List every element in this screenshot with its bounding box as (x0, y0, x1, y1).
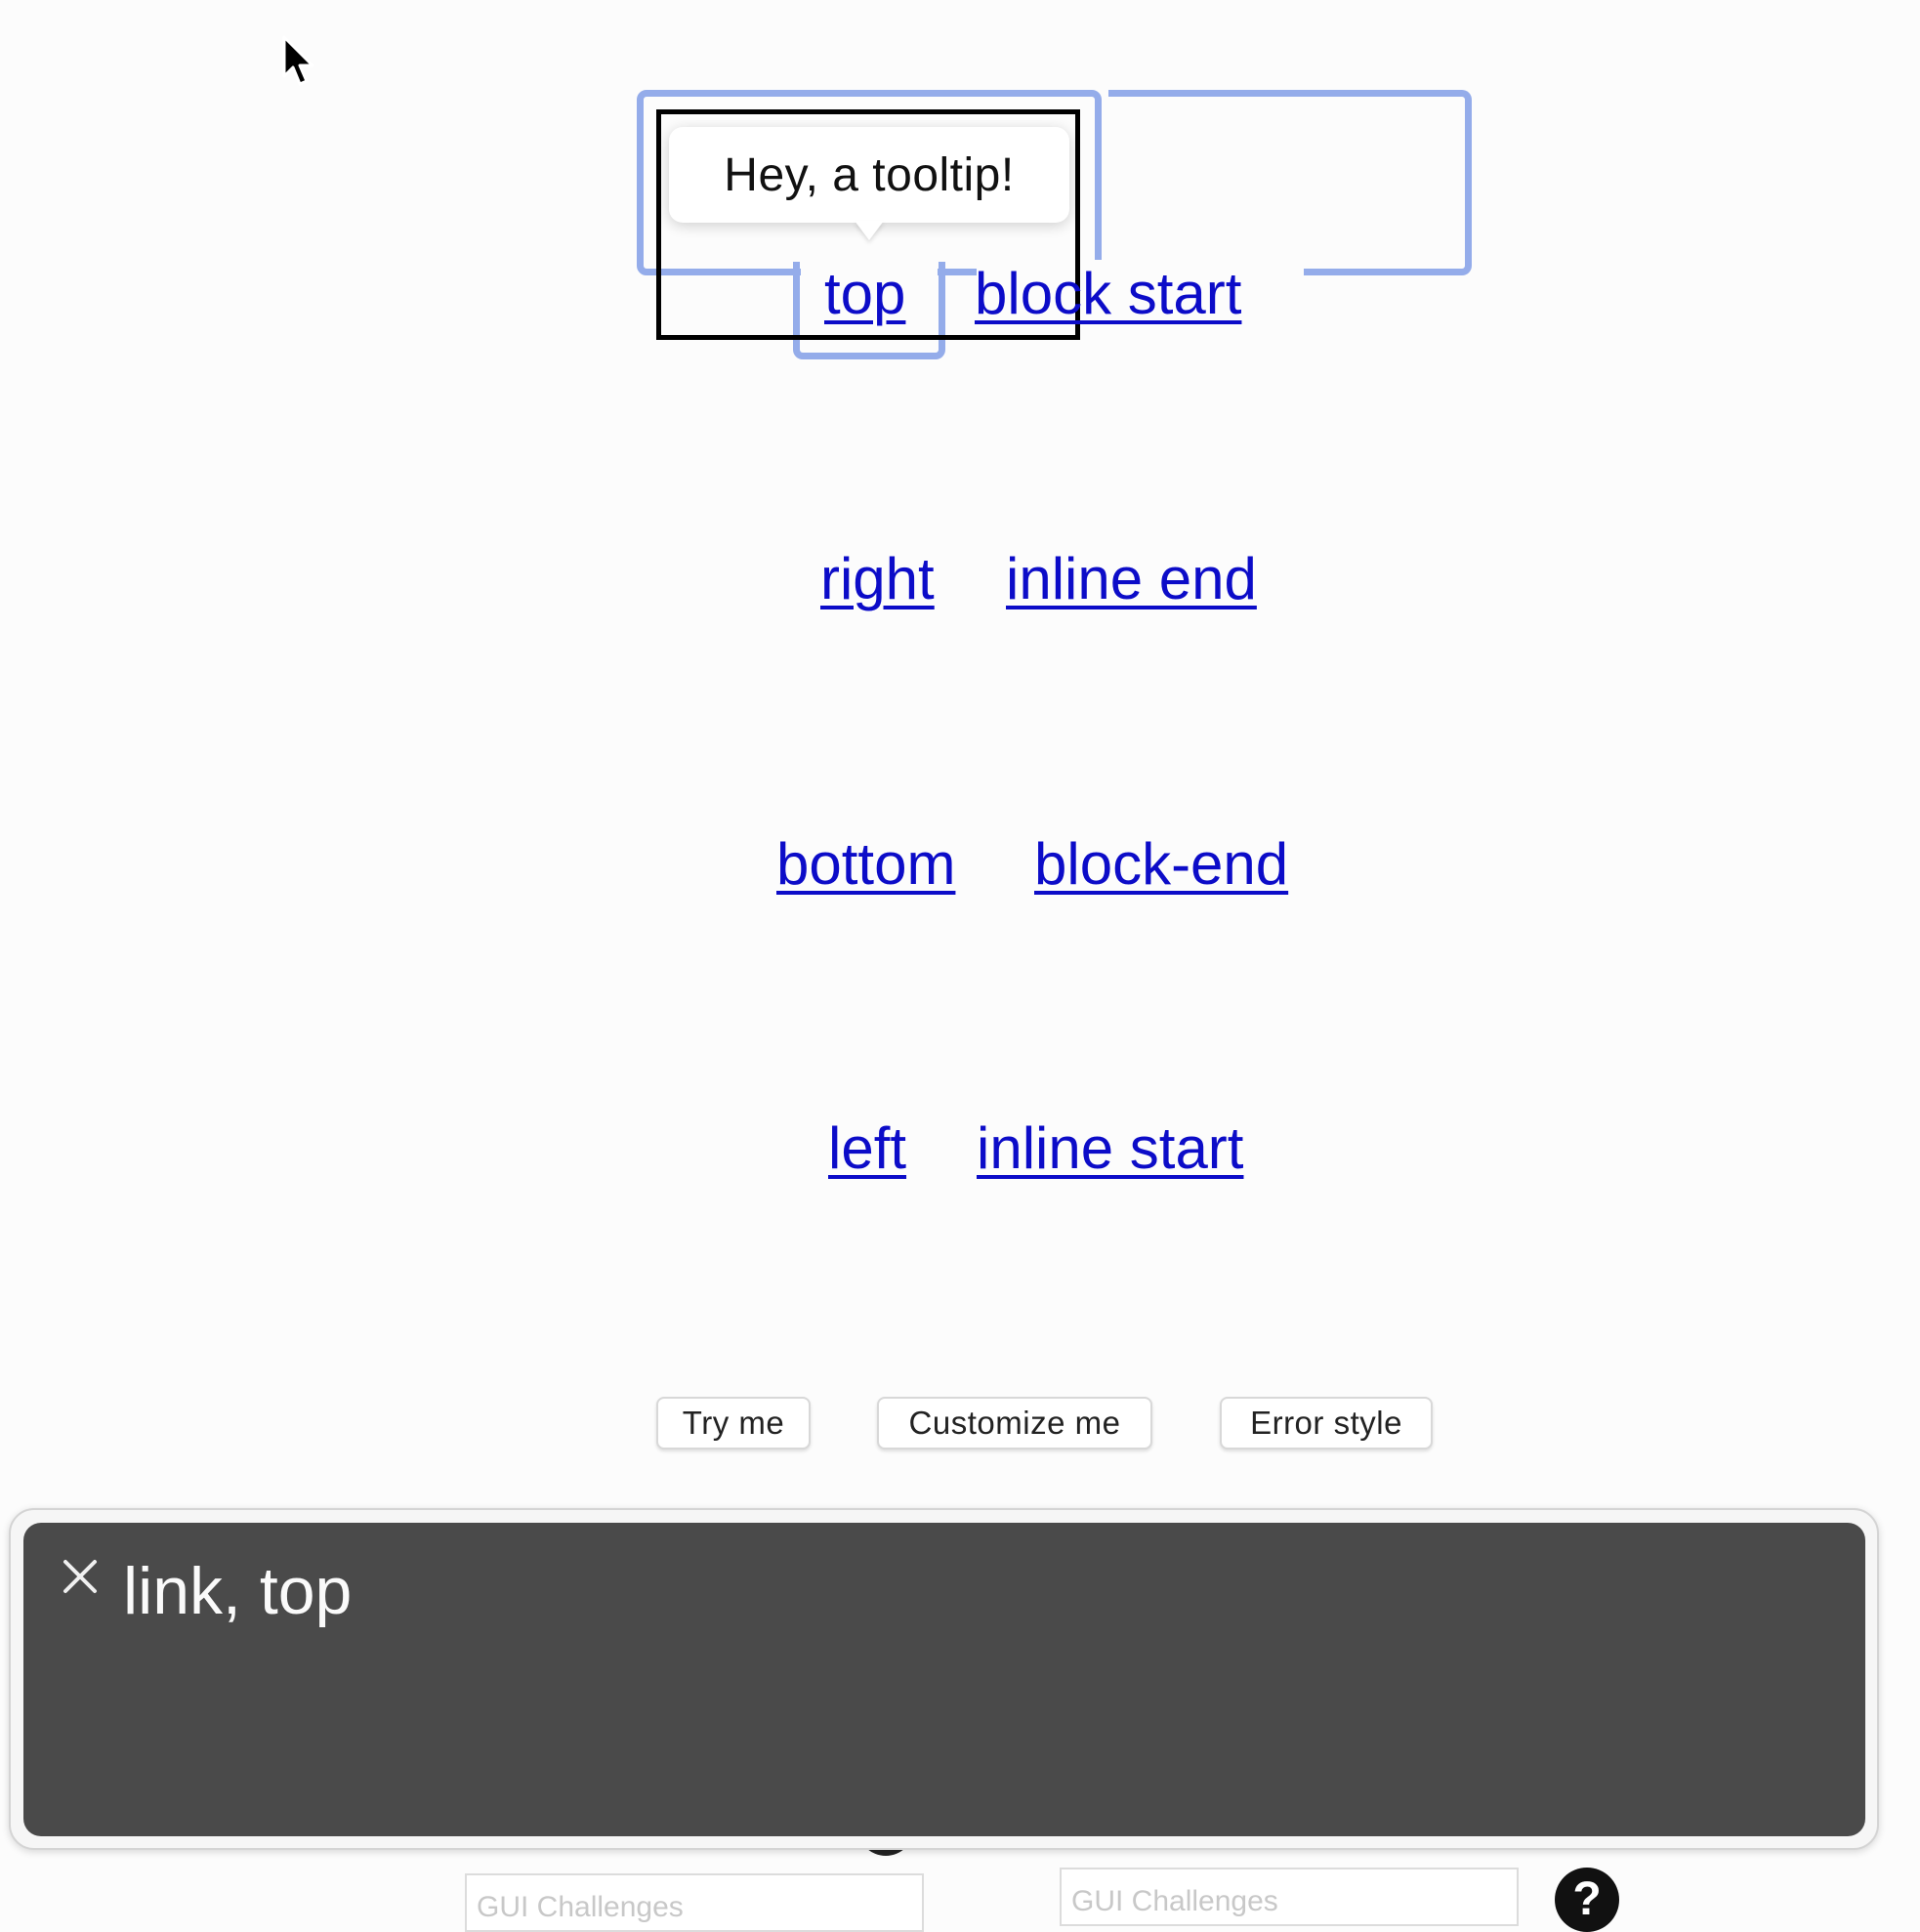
error-style-button[interactable]: Error style (1220, 1397, 1433, 1449)
mouse-cursor-icon (281, 35, 320, 90)
customize-me-button[interactable]: Customize me (877, 1397, 1152, 1449)
tooltip-arrow (855, 221, 884, 240)
focus-ring-secondary (1108, 90, 1472, 275)
link-block-start[interactable]: block start (975, 261, 1242, 326)
link-bottom[interactable]: bottom (776, 831, 956, 897)
text-input-2[interactable]: GUI Challenges (1060, 1868, 1519, 1926)
link-right[interactable]: right (820, 546, 935, 611)
try-me-button[interactable]: Try me (656, 1397, 811, 1449)
link-inline-end[interactable]: inline end (1006, 546, 1257, 611)
voiceover-caption-text: link, top (123, 1554, 353, 1628)
help-icon[interactable]: ? (1555, 1868, 1619, 1932)
tooltip: Hey, a tooltip! (669, 127, 1069, 223)
text-input-1[interactable]: GUI Challenges (465, 1873, 924, 1932)
link-block-end[interactable]: block-end (1034, 831, 1289, 897)
link-left[interactable]: left (828, 1115, 907, 1181)
close-icon[interactable] (63, 1559, 98, 1594)
link-top[interactable]: top (824, 261, 906, 326)
link-inline-start[interactable]: inline start (977, 1115, 1244, 1181)
